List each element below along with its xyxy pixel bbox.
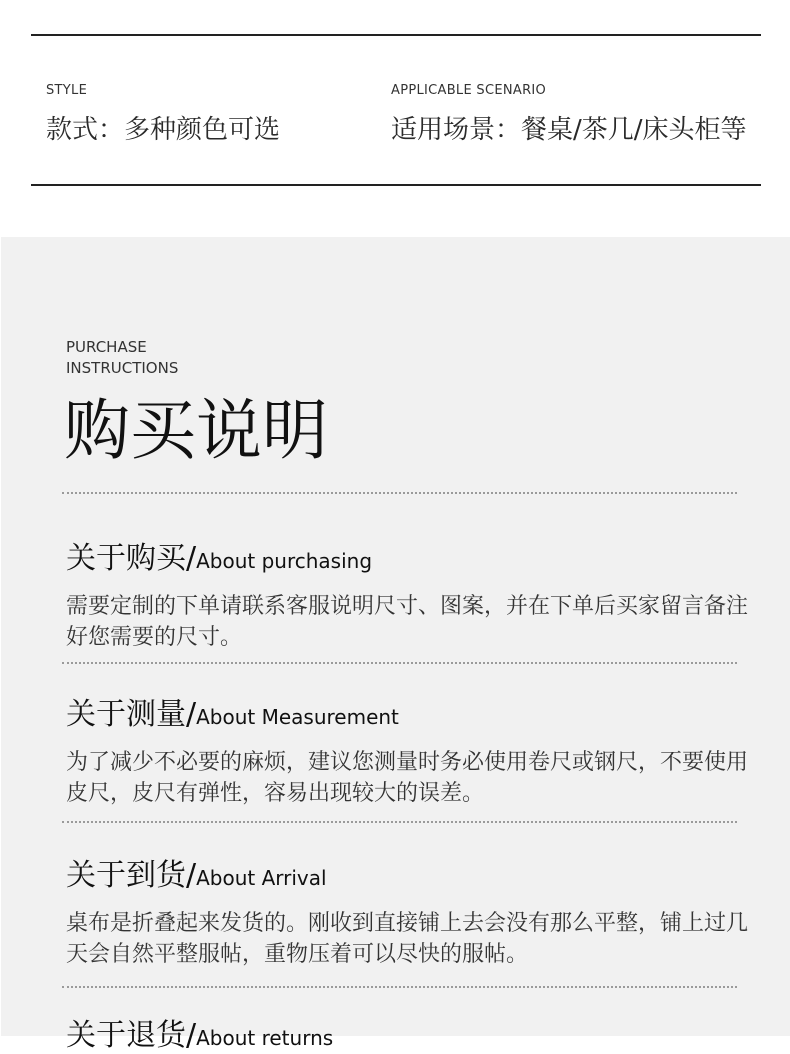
section-title-zh: 关于退货 bbox=[66, 1018, 186, 1053]
style-label: STYLE bbox=[46, 83, 88, 98]
section-purchasing bbox=[66, 533, 756, 653]
section-body: 为了减少不必要的麻烦，建议您测量时务必使用卷尺或钢尺，不要使用皮尺，皮尺有弹性，容易出现较大的误差。 bbox=[66, 750, 749, 806]
eyebrow-line-1: PURCHASE bbox=[66, 338, 147, 356]
bottom-divider bbox=[31, 184, 761, 186]
top-divider bbox=[31, 34, 761, 36]
heading-slash: / bbox=[186, 1018, 197, 1053]
section-title-en: About returns bbox=[196, 1026, 334, 1050]
dotted-divider bbox=[62, 492, 737, 494]
heading-slash: / bbox=[186, 697, 197, 732]
heading-slash: / bbox=[186, 858, 197, 893]
section-heading bbox=[66, 533, 756, 577]
scenario-value: 适用场景：餐桌/茶几/床头柜等 bbox=[391, 115, 747, 145]
purchase-instructions-panel bbox=[1, 237, 790, 1053]
eyebrow-line-2: INSTRUCTIONS bbox=[66, 359, 179, 377]
section-title-zh: 关于测量 bbox=[66, 697, 186, 732]
section-body: 桌布是折叠起来发货的。刚收到直接铺上去会没有那么平整，铺上过几天会自然平整服帖，重物压着可以尽快的服帖。 bbox=[66, 911, 749, 967]
scenario-label: APPLICABLE SCENARIO bbox=[391, 83, 547, 98]
page-title: 购买说明 bbox=[64, 392, 328, 469]
section-title-en: About Arrival bbox=[196, 866, 327, 890]
section-returns bbox=[66, 1010, 756, 1054]
heading-slash: / bbox=[186, 541, 197, 576]
spec-section bbox=[0, 0, 790, 237]
dotted-divider bbox=[62, 821, 737, 823]
section-eyebrow bbox=[66, 337, 178, 379]
section-body: 需要定制的下单请联系客服说明尺寸、图案，并在下单后买家留言备注好您需要的尺寸。 bbox=[66, 594, 749, 650]
section-heading bbox=[66, 689, 756, 733]
section-heading bbox=[66, 850, 756, 894]
section-title-en: About Measurement bbox=[196, 705, 399, 729]
style-value: 款式：多种颜色可选 bbox=[46, 115, 281, 145]
section-arrival bbox=[66, 850, 756, 970]
section-title-zh: 关于购买 bbox=[66, 541, 186, 576]
dotted-divider bbox=[62, 662, 737, 664]
section-title-en: About purchasing bbox=[196, 549, 373, 573]
section-title-zh: 关于到货 bbox=[66, 858, 186, 893]
section-heading bbox=[66, 1010, 756, 1054]
section-measurement bbox=[66, 689, 756, 809]
dotted-divider bbox=[62, 986, 737, 988]
